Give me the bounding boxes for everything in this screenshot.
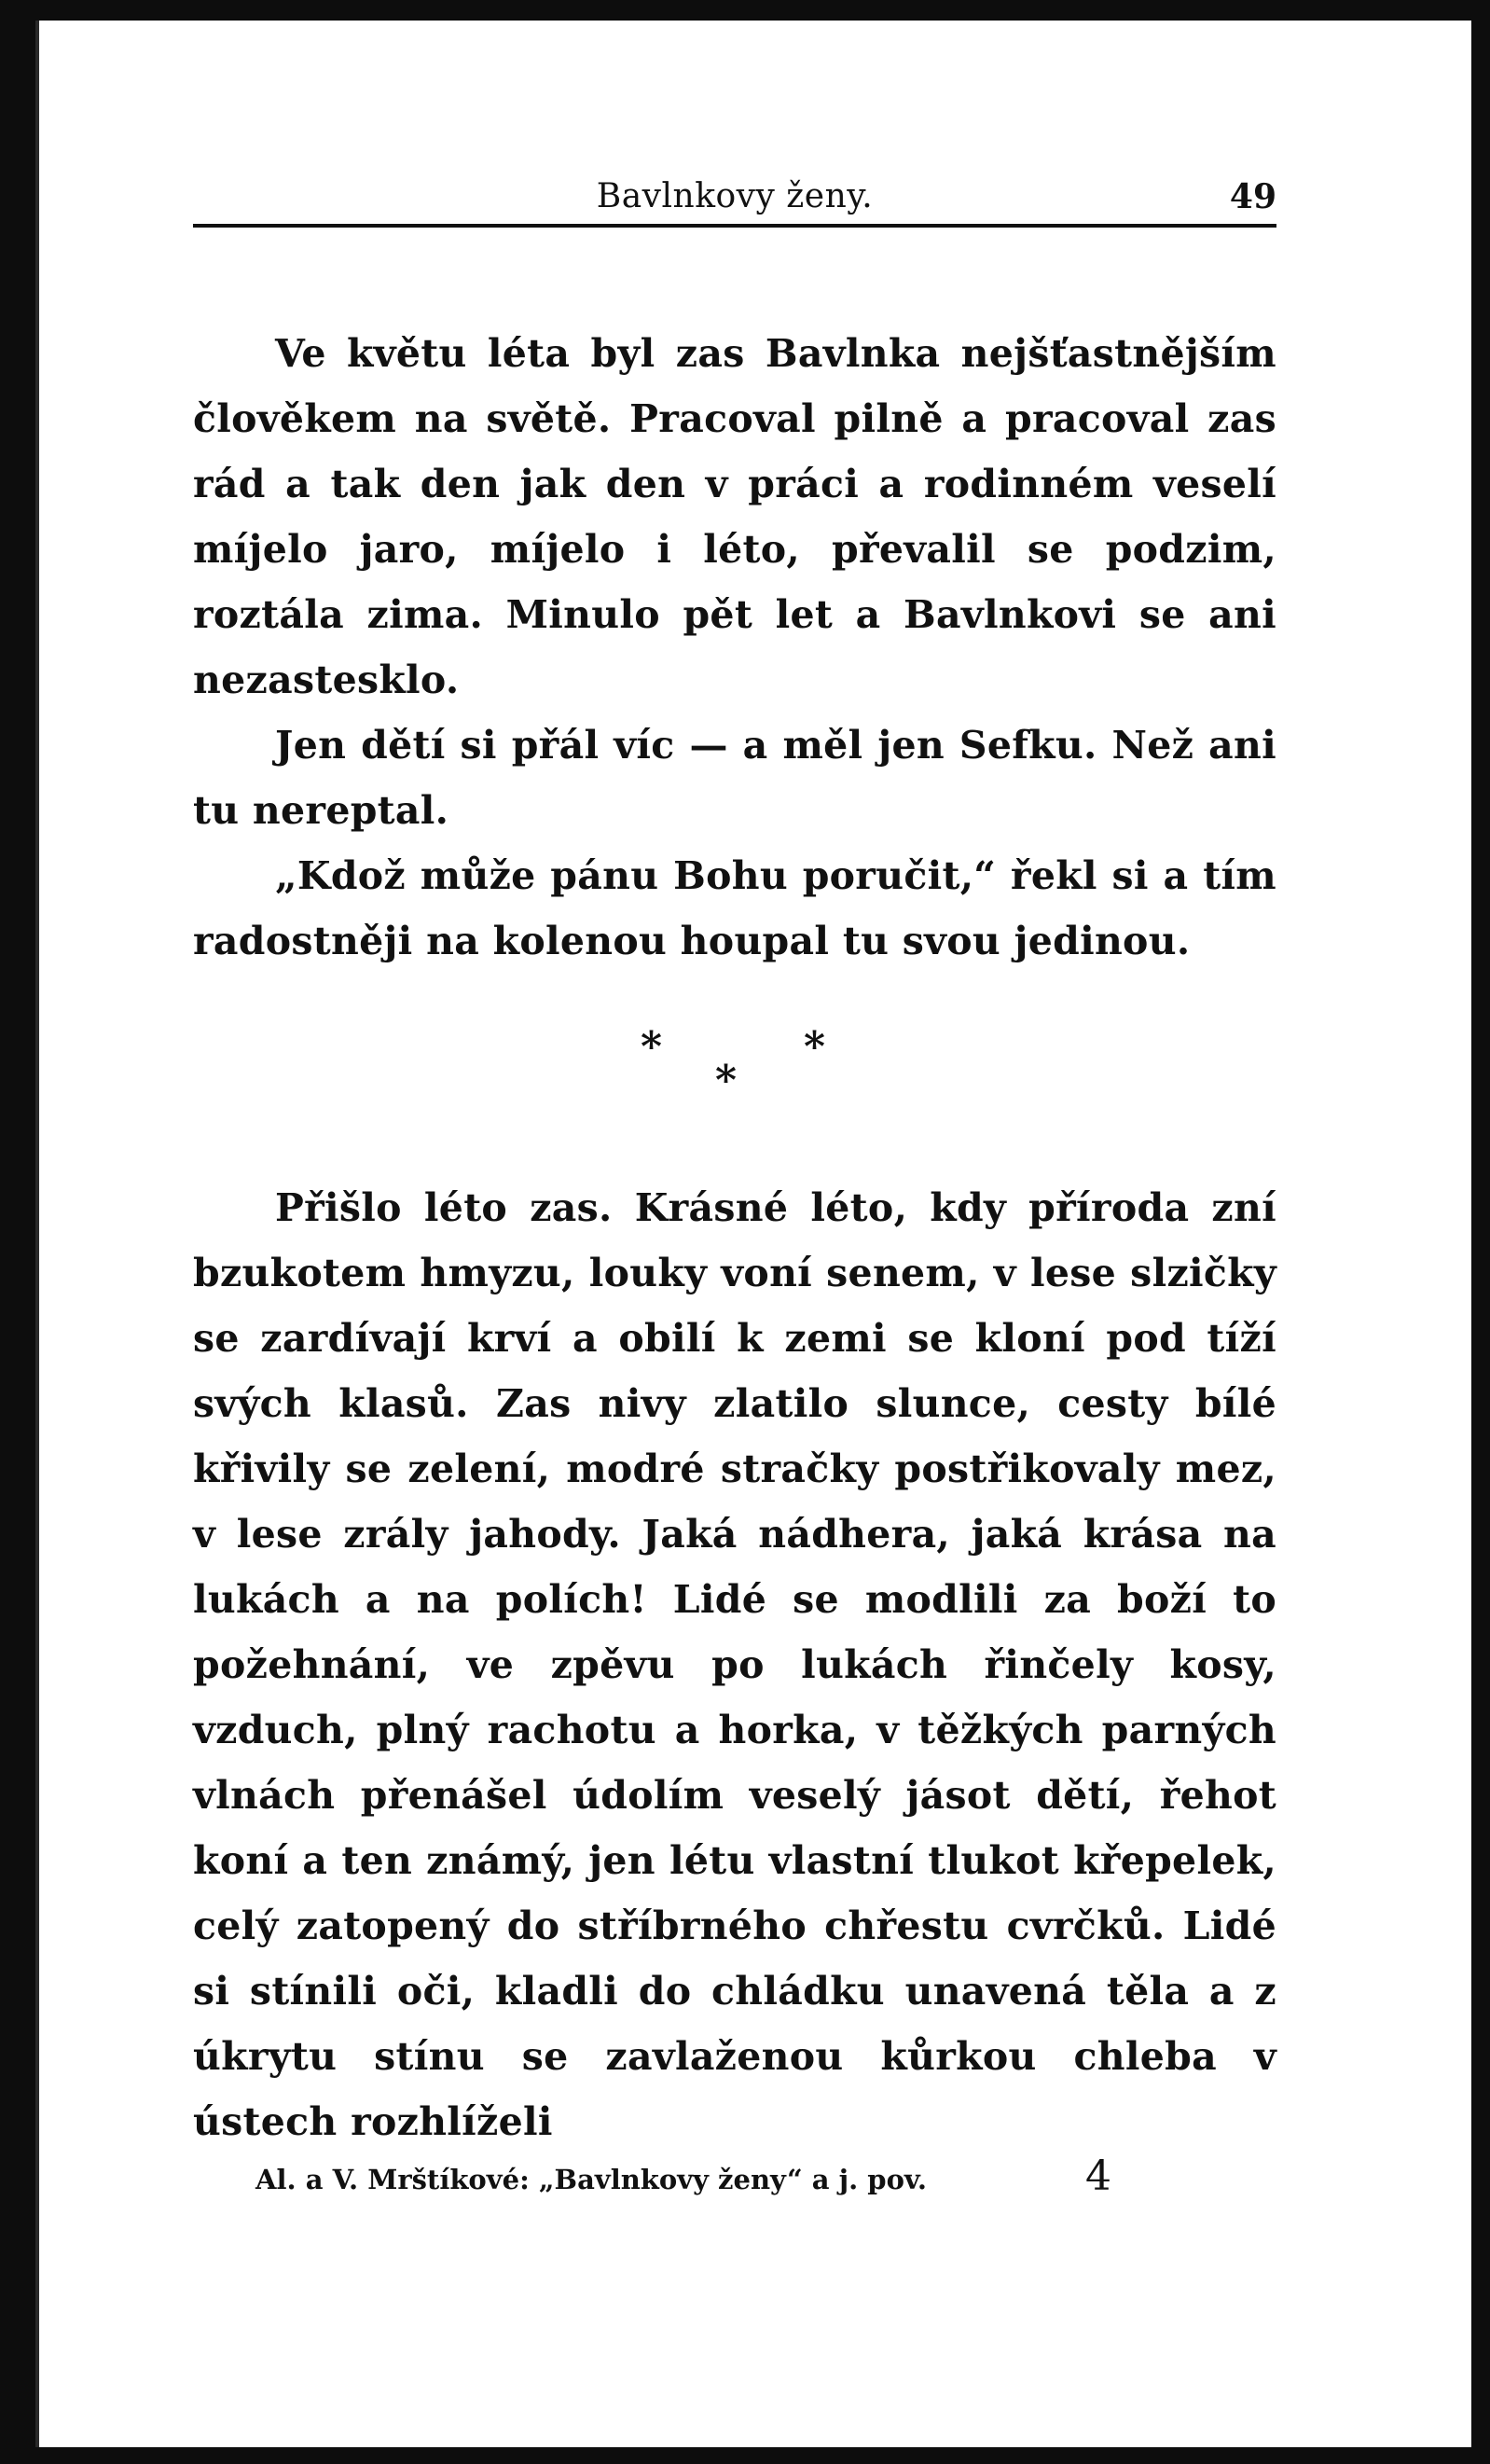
paragraph: Přišlo léto zas. Krásné léto, kdy příroda zní bzukotem hmyzu, louky voní senem, v lese slzičky se zardívají krví a obilí k zemi se kloní pod tíží svých klasů. Zas nivy zlatilo slunce, cesty bílé křivily se zelení, modré stračky postřikovaly mez, v lese zrály jahody. Jaká nádhera, jaká krása na lukách a na polích! Lidé se modlili za boží to požehnání, ve zpěvu po lukách řinčely kosy, vzduch, plný rachotu a horka, v těžkých parných vlnách přenášel údolím veselý jásot dětí, řehot koní a ten známý, jen létu vlastní tlukot křepelek, celý zatopený do stříbrného chřestu cvrčků. Lidé si stínili oči, kladli do chládku unavená těla a z úkrytu stínu se zavlaženou kůrkou chleba v ústech rozhlíželi <box>193 1185 1276 2144</box>
sheet-number: 4 <box>1085 2153 1111 2200</box>
paragraph: „Kdož může pánu Bohu poručit,“ řekl si a tím radostněji na kolenou houpal tu svou jedinou. <box>193 853 1276 963</box>
paragraph: Ve květu léta byl zas Bavlnka nejšťastnějším člověkem na světě. Pracoval pilně a pracoval zas rád a tak den jak den v práci a rodinném veselí míjelo jaro, míjelo i léto, převalil se podzim, roztála zima. Minulo pět let a Bavlnkovi se ani nezastesklo. <box>193 331 1276 702</box>
asterisk: * <box>715 1057 738 1104</box>
paragraph: Jen dětí si přál víc — a měl jen Sefku. Než ani tu nereptal. <box>193 723 1276 833</box>
page-number: 49 <box>1229 177 1276 216</box>
book-signature: Al. a V. Mrštíkové: „Bavlnkovy ženy“ a j. pov. <box>255 2164 927 2195</box>
book-page <box>35 21 1471 2447</box>
text-block-bottom <box>193 1175 1276 2154</box>
running-header <box>193 177 1276 228</box>
running-title: Bavlnkovy ženy. <box>596 177 874 215</box>
asterisk: * <box>804 1023 826 1071</box>
asterisk: * <box>641 1023 663 1071</box>
section-break-asterism <box>599 1023 878 1116</box>
text-block-top <box>193 321 1276 974</box>
printer-signature-line <box>255 2153 1281 2220</box>
